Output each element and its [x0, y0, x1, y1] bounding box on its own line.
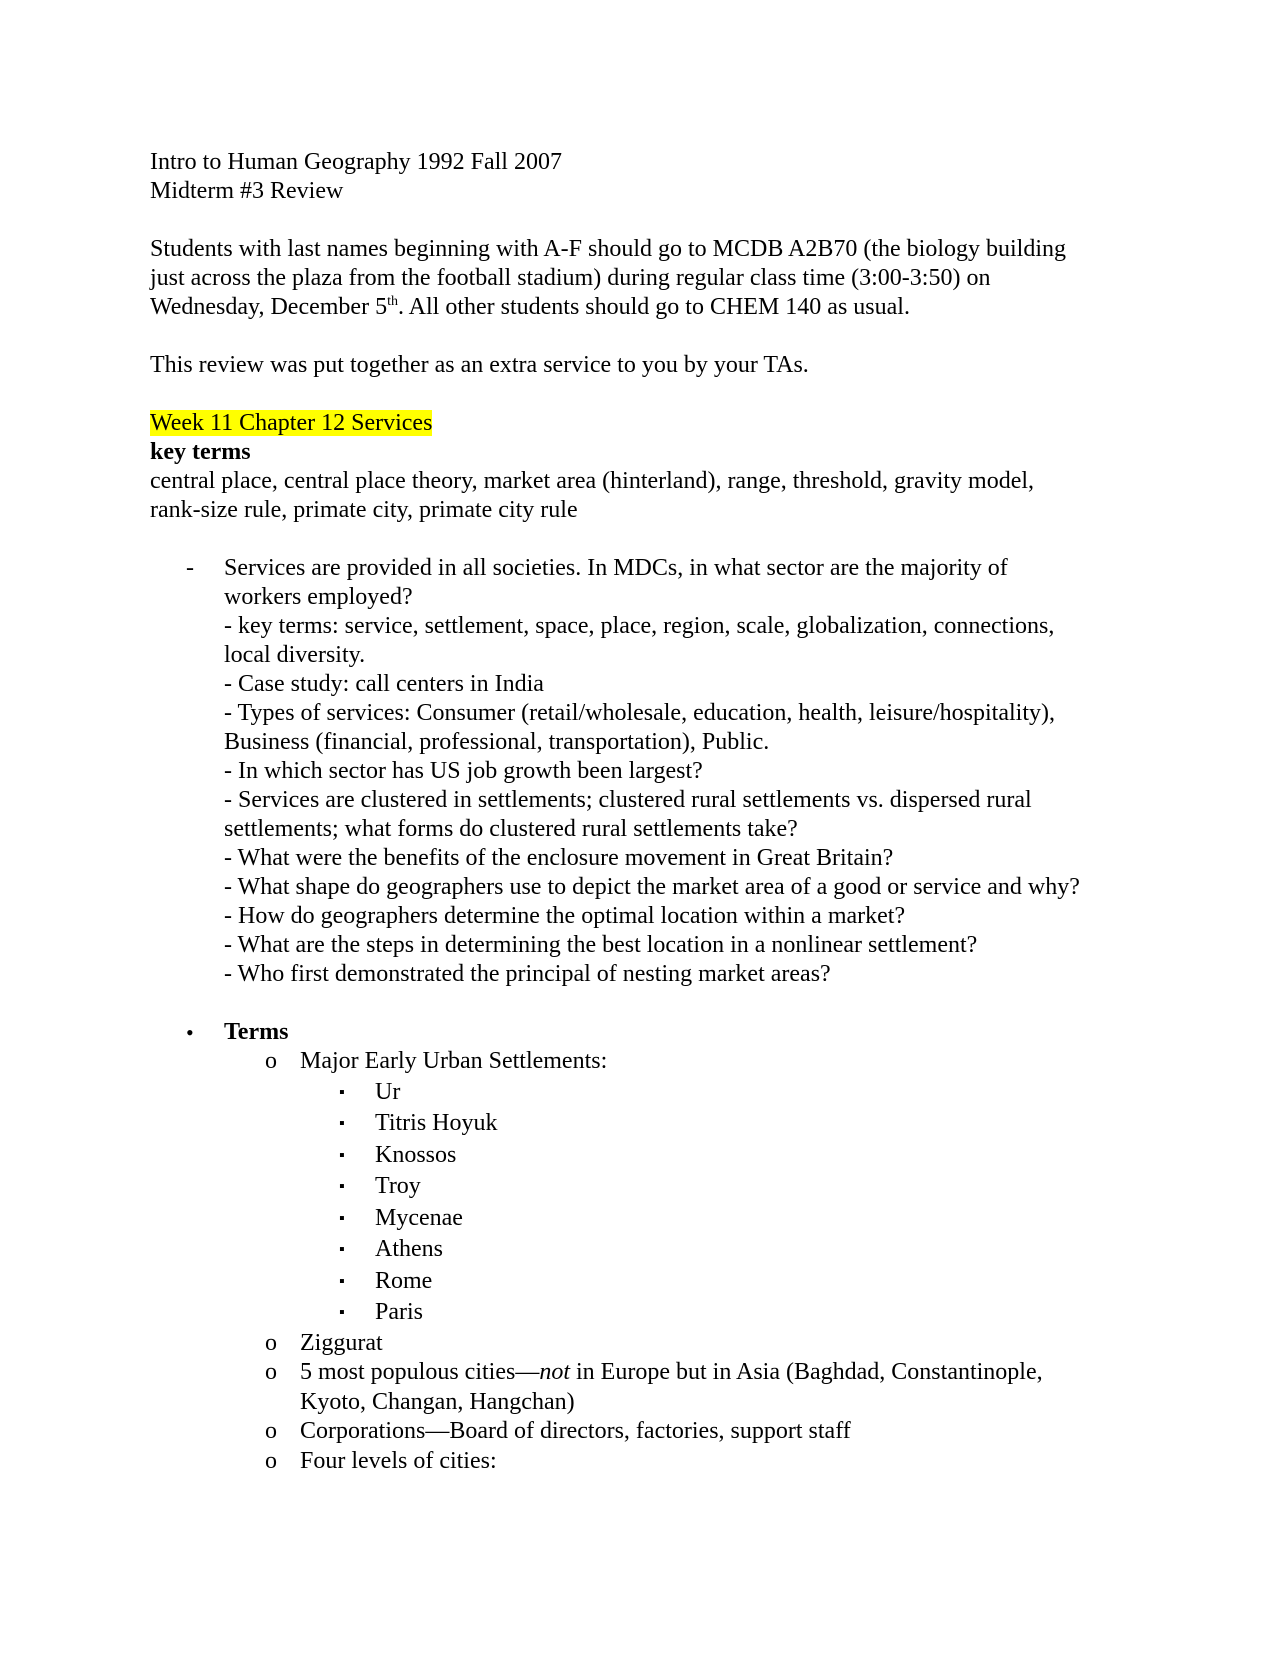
intro-line-2: just across the plaza from the football stadium) during regular class time (3:00-3:50) on: [150, 265, 991, 291]
spacer: [150, 380, 1130, 409]
settlement-name: Mycenae: [375, 1204, 463, 1231]
intro-date-suffix: th: [387, 294, 398, 309]
square-bullet-icon: ▪: [339, 1115, 345, 1132]
question-line: local diversity.: [224, 642, 366, 668]
question-line: - Types of services: Consumer (retail/wholesale, education, health, leisure/hospitality),: [224, 700, 1055, 726]
spacer: [150, 525, 1130, 554]
settlement-name: Titris Hoyuk: [375, 1110, 498, 1136]
term-item: [265, 1047, 1130, 1077]
square-bullet-icon: ▪: [339, 1272, 345, 1290]
settlement-item: [339, 1203, 1130, 1235]
settlement-name: Athens: [375, 1236, 443, 1262]
spacer: [150, 322, 1130, 351]
term-four-levels: Four levels of cities:: [300, 1447, 497, 1474]
bullet-icon: •: [186, 1020, 194, 1045]
question-line: - What were the benefits of the enclosure movement in Great Britain?: [224, 845, 894, 871]
question-line: Services are provided in all societies. In MDCs, in what sector are the majority of: [224, 555, 1008, 581]
term-item: [265, 1358, 1130, 1417]
settlement-item: [339, 1077, 1130, 1109]
settlement-name: Ur: [375, 1078, 401, 1105]
review-note: This review was put together as an extra service to you by your TAs.: [150, 352, 809, 378]
week-heading-highlight: Week 11 Chapter 12 Services: [150, 410, 433, 436]
term-corporations: Corporations—Board of directors, factories, support staff: [300, 1418, 851, 1444]
key-terms-line-1: central place, central place theory, market area (hinterland), range, threshold, gravity model,: [150, 468, 1035, 494]
settlement-item: [339, 1140, 1130, 1172]
square-bullet-icon: ▪: [339, 1304, 345, 1321]
question-line: - key terms: service, settlement, space, place, region, scale, globalization, connections,: [224, 613, 1055, 639]
question-line: - Services are clustered in settlements; clustered rural settlements vs. dispersed rural: [224, 787, 1032, 813]
settlement-item: [339, 1234, 1130, 1266]
circle-bullet-icon: o: [265, 1329, 277, 1356]
term-item: [265, 1447, 1130, 1477]
settlement-name: Knossos: [375, 1141, 457, 1168]
square-bullet-icon: ▪: [339, 1241, 345, 1258]
square-bullet-icon: ▪: [339, 1083, 345, 1101]
document-subtitle: Midterm #3 Review: [150, 178, 344, 204]
circle-bullet-icon: o: [265, 1359, 277, 1385]
populous-text-rest: in Europe but in Asia (Baghdad, Constantinople,: [570, 1359, 1043, 1385]
term-ziggurat: Ziggurat: [300, 1329, 383, 1356]
key-terms-line-2: rank-size rule, primate city, primate city rule: [150, 497, 578, 523]
question-list: [186, 554, 1130, 989]
document-page: [150, 148, 1130, 1476]
spacer: [150, 206, 1130, 235]
question-line: Business (financial, professional, transportation), Public.: [224, 729, 770, 755]
term-early-settlements: Major Early Urban Settlements:: [300, 1048, 608, 1074]
circle-bullet-icon: o: [265, 1048, 277, 1074]
square-bullet-icon: ▪: [339, 1178, 345, 1195]
settlement-name: Rome: [375, 1267, 433, 1294]
question-line: settlements; what forms do clustered rural settlements take?: [224, 816, 798, 842]
dash-marker: -: [186, 555, 194, 581]
settlement-item: [339, 1266, 1130, 1298]
populous-text: 5 most populous cities—: [300, 1359, 540, 1385]
question-line: - What are the steps in determining the best location in a nonlinear settlement?: [224, 932, 978, 958]
settlement-item: [339, 1297, 1130, 1329]
settlement-name: Paris: [375, 1299, 423, 1325]
square-bullet-icon: ▪: [339, 1209, 345, 1227]
intro-line-3: [150, 293, 1130, 322]
spacer: [150, 989, 1130, 1018]
settlement-item: [339, 1171, 1130, 1203]
intro-date: Wednesday, December 5: [150, 294, 388, 320]
term-populous-cities: [300, 1358, 1130, 1388]
intro-location-note: . All other students should go to CHEM 140 as usual.: [397, 294, 910, 320]
question-line: workers employed?: [224, 584, 413, 610]
week-heading: [150, 409, 1130, 438]
question-line: - How do geographers determine the optimal location within a market?: [224, 903, 906, 929]
square-bullet-icon: ▪: [339, 1146, 345, 1164]
terms-label: Terms: [224, 1019, 289, 1045]
term-item: [265, 1417, 1130, 1447]
settlement-name: Troy: [375, 1173, 421, 1199]
key-terms-label: key terms: [150, 439, 251, 465]
circle-bullet-icon: o: [265, 1447, 277, 1474]
question-line: - Case study: call centers in India: [224, 671, 544, 697]
settlement-item: [339, 1108, 1130, 1140]
term-populous-cities-cont: Kyoto, Changan, Hangchan): [300, 1388, 575, 1415]
terms-heading-row: [186, 1018, 1130, 1047]
terms-list: [150, 1047, 1130, 1476]
circle-bullet-icon: o: [265, 1418, 277, 1444]
question-line: - In which sector has US job growth been largest?: [224, 758, 703, 784]
term-item: [265, 1329, 1130, 1359]
question-line: - What shape do geographers use to depict the market area of a good or service and why?: [224, 874, 1080, 900]
intro-line-1: Students with last names beginning with A-F should go to MCDB A2B70 (the biology building: [150, 236, 1067, 262]
document-title: Intro to Human Geography 1992 Fall 2007: [150, 149, 562, 175]
question-line: - Who first demonstrated the principal of nesting market areas?: [224, 961, 831, 987]
populous-emphasis: not: [539, 1359, 571, 1385]
